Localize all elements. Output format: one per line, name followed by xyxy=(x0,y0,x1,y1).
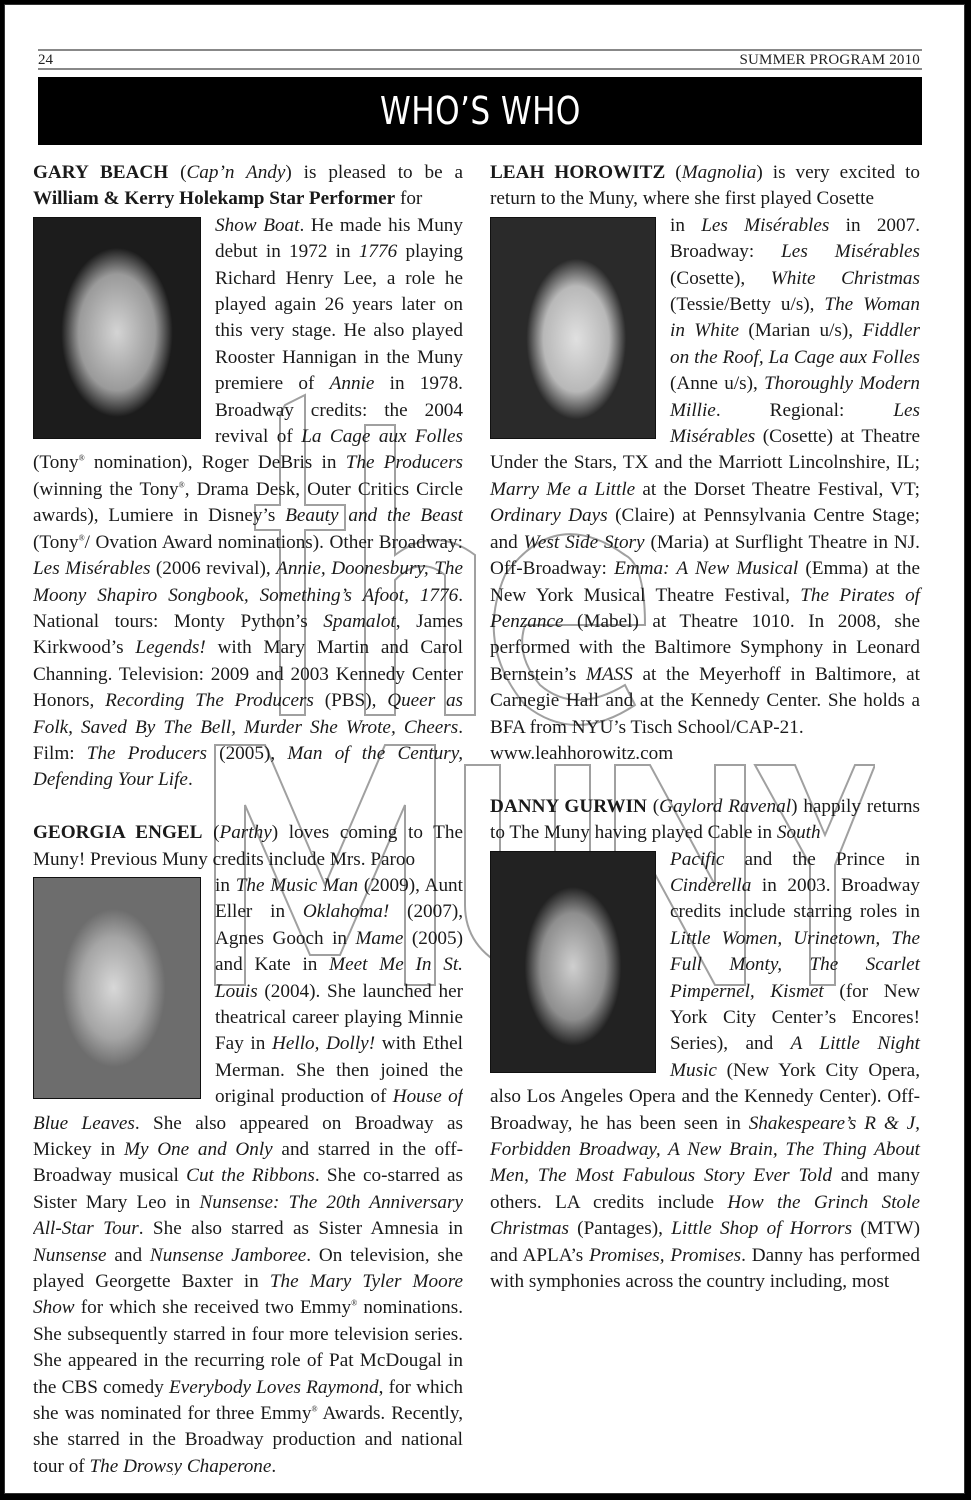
body-text: and xyxy=(106,1244,150,1266)
title-text: Annie xyxy=(329,373,375,395)
body-text: playing Richard Henry Lee, a role he played again 26 years later on this very stage. He also played Rooster Hannigan in the Muny premiere of xyxy=(215,241,463,395)
bio-website xyxy=(490,741,920,767)
body-text: (Cosette) at Theatre Under the Stars, TX and the Marriott Lincolnshire, IL; xyxy=(490,426,920,474)
title-text: Les Misérables xyxy=(670,399,920,448)
body-text: (MTW) and APLA’s xyxy=(490,1218,921,1266)
body-text: (Tony xyxy=(33,452,79,474)
body-text: (PBS), xyxy=(313,690,388,712)
body-text: . She also starred as Sister Amnesia in xyxy=(138,1218,463,1240)
body-text: loves coming to The Muny! Previous Muny credits include Mrs. Paroo xyxy=(33,822,463,870)
body-text: (Cosette), xyxy=(670,267,771,289)
title-text: Emma: A New Musical xyxy=(614,558,799,580)
title-text: Nunsense xyxy=(33,1244,107,1266)
title-text: House of Blue Leaves xyxy=(33,1086,463,1134)
body-text: in 2007. Broadway: xyxy=(670,214,920,263)
performer-name: LEAH HOROWITZ xyxy=(490,162,666,183)
title-text: The Mary Tyler Moore Show xyxy=(33,1271,463,1319)
bio-gary-beach xyxy=(33,160,463,794)
section-banner xyxy=(38,77,922,145)
body-text: nomination), Roger DeBris in xyxy=(84,452,346,474)
title-text: The Producers xyxy=(86,742,207,764)
title-text: A Little Night Music xyxy=(670,1033,920,1081)
character-name: Cap’n Andy xyxy=(186,162,286,183)
title-text: Thoroughly Modern Millie xyxy=(670,373,921,421)
body-text: , for which she was nominated for three Emmy xyxy=(33,1376,463,1425)
title-text: White Christmas xyxy=(770,267,920,289)
title-text: Little Women, Urinetown, The Full Monty, The Scarlet Pimpernel, Kismet xyxy=(670,927,920,1002)
body-text: . xyxy=(271,1455,277,1475)
header-rule-bottom xyxy=(38,68,922,70)
body-text: (Tessie/Betty u/s), xyxy=(670,294,825,316)
publication-title: SUMMER PROGRAM 2010 xyxy=(739,52,920,68)
body-text: (for New York City Center’s Encores! Series), and xyxy=(670,980,920,1055)
body-text: (2009), Aunt Eller in xyxy=(215,874,463,923)
title-text: Nunsense Jamboree xyxy=(149,1244,307,1266)
title-text: Spamalot xyxy=(323,610,396,632)
character-name: Gaylord Ravenal xyxy=(659,795,792,817)
title-text: The Pirates of Penzance xyxy=(490,584,921,632)
body-text: happily returns to The Muny having played Cable in xyxy=(490,795,920,844)
body-text: (2005), xyxy=(206,742,288,764)
headshot-georgia-engel xyxy=(33,877,201,1099)
body-text: and the Prince in xyxy=(724,848,920,870)
title-text: Promises, Promises xyxy=(589,1244,742,1266)
title-text: Pacific xyxy=(670,848,725,870)
body-text: (2007), Agnes Gooch in xyxy=(215,901,463,949)
body-text: . Danny has performed with symphonies across the country including, most xyxy=(490,1244,920,1293)
bio-lead: DANNY GURWIN (Gaylord Ravenal) happily returns to The Muny having played Cable in South xyxy=(490,795,920,844)
body-text: (Anne u/s), xyxy=(670,373,765,395)
body-text: and starred in the off-Broadway musical xyxy=(33,1139,463,1187)
performer-name: GEORGIA ENGEL xyxy=(33,822,203,844)
body-text: (Claire) at Pennsylvania Centre Stage; and xyxy=(490,505,921,553)
page-number: 24 xyxy=(38,52,53,68)
body-text: with Ethel Merman. She then joined the original production of xyxy=(215,1033,463,1108)
headshot-gary-beach xyxy=(33,217,201,439)
body-text: (New York City Opera, also Los Angeles Opera and the Kennedy Center). Off-Broadway, he has been seen in xyxy=(490,1059,920,1134)
title-text: The Drowsy Chaperone xyxy=(89,1455,272,1475)
body-text: . She co-starred as Sister Mary Leo in xyxy=(33,1165,463,1213)
body-text: (Maria) at Surflight Theatre in NJ. Off-Broadway: xyxy=(490,531,920,580)
body-text: in 2003. Broadway credits include starring roles in xyxy=(670,874,920,923)
body-text: . Film: xyxy=(33,716,463,764)
title-text: Hello, Dolly! xyxy=(272,1033,376,1055)
bio-lead: GARY BEACH (Cap’n Andy) is pleased to be a William & Kerry Holekamp Star Performer for xyxy=(33,162,463,210)
title-text: How the Grinch Stole Christmas xyxy=(490,1191,920,1240)
title-text: Recording The Producers xyxy=(105,690,314,712)
body-text: / Ovation Award nominations). Other Broadway: xyxy=(84,531,463,553)
bio-leah-horowitz xyxy=(490,160,920,767)
registered-mark: ® xyxy=(78,533,85,543)
title-text: Ordinary Days xyxy=(490,505,608,527)
registered-mark: ® xyxy=(78,454,85,464)
header-rule-top xyxy=(38,49,922,51)
body-text: (2005) and Kate in xyxy=(215,927,463,976)
body-text: in xyxy=(215,874,236,896)
body-text: (Marian u/s), xyxy=(739,320,863,342)
website-link[interactable]: www.leahhorowitz.com xyxy=(490,742,674,764)
title-text: Show Boat xyxy=(215,214,300,236)
body-text: . He made his Muny debut in 1972 in xyxy=(215,214,463,263)
title-text: Cinderella xyxy=(670,874,752,896)
body-text: is pleased to be a xyxy=(291,162,463,183)
title-text: Queer as Folk, Saved By The Bell, Murder She Wrote, Cheers xyxy=(33,690,463,738)
body-text: in 1978. Broadway credits: the 2004 revival of xyxy=(215,373,463,448)
title-text: The Producers xyxy=(345,452,463,474)
body-text: . National tours: Monty Python’s xyxy=(33,584,463,632)
body-text: . She also appeared on Broadway as Mickey in xyxy=(33,1112,463,1161)
bio-lead: GEORGIA ENGEL (Parthy) loves coming to The Muny! Previous Muny credits include Mrs. Paroo xyxy=(33,822,463,870)
body-text: , James Kirkwood’s xyxy=(33,610,463,659)
body-text: . On television, she played Georgette Baxter in xyxy=(33,1244,463,1293)
title-text: Shakespeare’s R & J, Forbidden Broadway, A New Brain, The Thing About Men, The Most Fabulous Story Ever Told xyxy=(490,1112,920,1187)
title-text: Nunsense: The 20th Anniversary All-Star Tour xyxy=(33,1191,463,1240)
title-text: Legends! xyxy=(135,637,206,659)
body-text: Awards. Recently, she starred in the Broadway production and national tour of xyxy=(33,1403,463,1475)
body-text: for which she received two Emmy xyxy=(74,1297,352,1319)
registered-mark: ® xyxy=(178,480,185,490)
title-text: The Woman in White xyxy=(670,294,920,342)
title-text: The Music Man xyxy=(235,874,359,896)
body-text: , Drama Desk, Outer Critics Circle awards), Lumiere in Disney’s xyxy=(33,478,463,527)
title-text: Cut the Ribbons xyxy=(186,1165,315,1187)
title-text: My One and Only xyxy=(123,1139,273,1161)
title-text: Beauty and the Beast xyxy=(285,505,463,527)
body-text: . Regional: xyxy=(715,399,894,421)
registered-mark: ® xyxy=(351,1299,358,1309)
title-text: Fiddler on the Roof, La Cage aux Folles xyxy=(670,320,920,368)
left-column xyxy=(33,160,463,1475)
body-text: (Tony xyxy=(33,531,79,553)
title-text: La Cage aux Folles xyxy=(301,426,463,448)
body-text: with Mary Martin and Carol Channing. Television: 2009 and 2003 Kennedy Center Honors, xyxy=(33,637,463,712)
program-page xyxy=(4,4,965,1494)
body-text: in xyxy=(670,214,702,236)
title-text: Les Misérables xyxy=(701,214,830,236)
registered-mark: ® xyxy=(311,1404,318,1414)
title-text: Oklahoma! xyxy=(302,901,390,923)
title-text: 1776 xyxy=(358,241,398,263)
title-text: Meet Me In St. Louis xyxy=(215,954,463,1002)
body-text: nominations. She subsequently starred in four more television series. She appeared in the recurring role of Pat McDougal in the CBS comedy xyxy=(33,1297,463,1398)
title-text: Mame xyxy=(355,927,404,949)
body-text: at the Dorset Theatre Festival, VT; xyxy=(635,478,920,500)
title-text: Little Shop of Horrors xyxy=(671,1218,853,1240)
performer-name: DANNY GURWIN xyxy=(490,795,647,817)
title-text: Annie, Doonesbury, The Moony Shapiro Songbook, Something’s Afoot, 1776 xyxy=(33,558,463,606)
body-text: is very excited to return to the Muny, where she first played Cosette xyxy=(490,162,921,210)
body-text: (Pantages), xyxy=(568,1218,672,1240)
body-text: (Mabel) at Theatre 1010. In 2008, she performed with the Baltimore Symphony in Leonard Bernstein’s xyxy=(490,610,920,685)
body-text: (2006 revival), xyxy=(150,558,277,580)
body-text: . xyxy=(187,769,193,791)
character-name: Magnolia xyxy=(681,162,757,183)
bio-danny-gurwin xyxy=(490,794,920,1296)
bio-lead: LEAH HOROWITZ (Magnolia) is very excited to return to the Muny, where she first played Cosette xyxy=(490,162,921,210)
body-text: for xyxy=(395,188,423,210)
title-text: Les Misérables xyxy=(33,558,151,580)
headshot-leah-horowitz xyxy=(490,217,656,439)
bio-georgia-engel xyxy=(33,820,463,1475)
title-text: West Side Story xyxy=(523,531,645,553)
title-text: Everybody Loves Raymond xyxy=(168,1376,379,1398)
body-text: and many others. LA credits include xyxy=(490,1165,920,1213)
body-text: (winning the Tony xyxy=(33,478,179,500)
body-text: at the Meyerhoff in Baltimore, at Carnegie Hall and at the Kennedy Center. She holds a BFA from NYU’s Tisch School/CAP-21. xyxy=(490,663,920,738)
body-text: (2004). She launched her theatrical career playing Minnie Fay in xyxy=(215,980,463,1055)
sponsor-text: William & Kerry Holekamp Star Performer xyxy=(33,188,396,210)
headshot-danny-gurwin xyxy=(490,851,656,1073)
right-column xyxy=(490,160,920,1322)
body-text: (Emma) at the New York Musical Theatre Festival, xyxy=(490,558,921,606)
title-text: Les Misérables xyxy=(781,241,920,263)
title-text: Marry Me a Little xyxy=(490,478,636,500)
title-text: MASS xyxy=(585,663,633,685)
title-text: Man of the Century, Defending Your Life xyxy=(33,742,463,791)
performer-name: GARY BEACH xyxy=(33,162,169,183)
section-title: WHO’S WHO xyxy=(379,89,581,133)
title-text: South xyxy=(776,822,821,844)
character-name: Parthy xyxy=(219,822,272,844)
